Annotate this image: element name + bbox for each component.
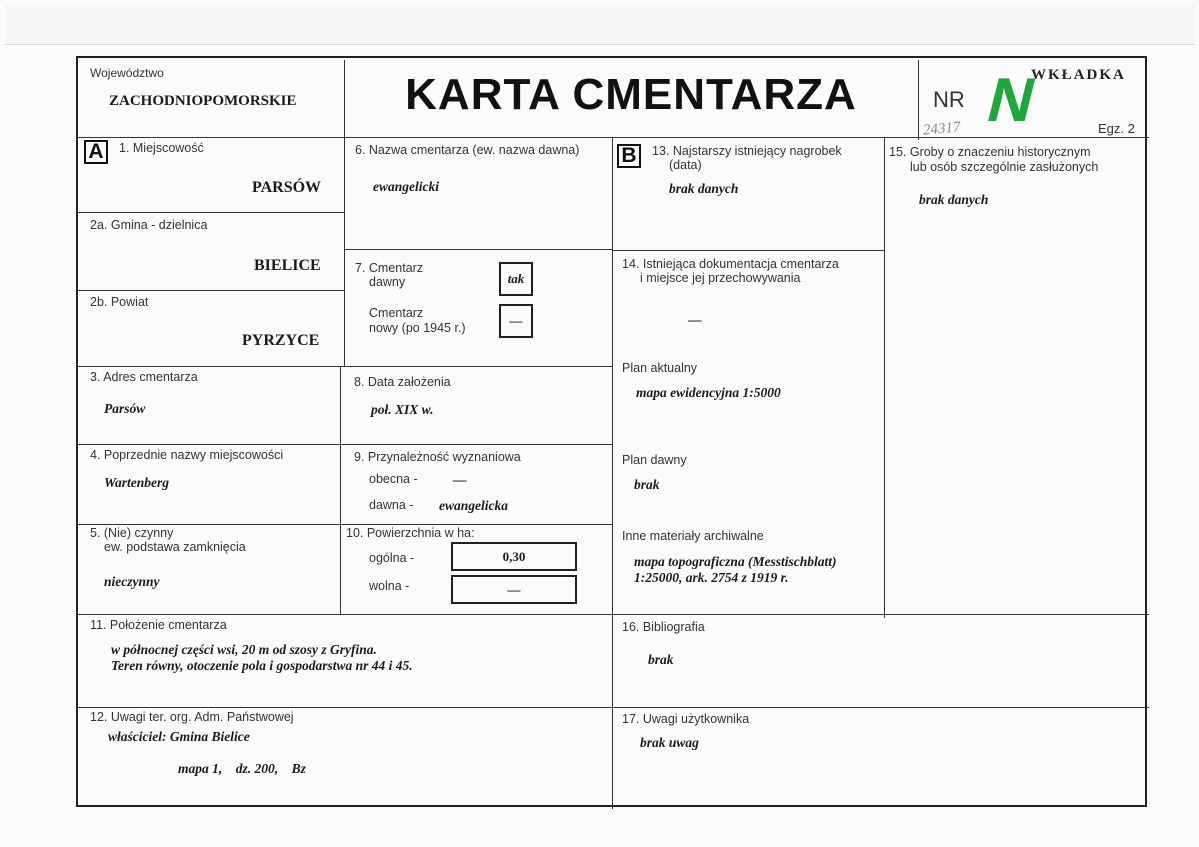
nagrobek-cell: [613, 138, 884, 250]
nr-handwritten: 24317: [922, 119, 962, 139]
groby-sublabel: lub osób szczególnie zasłużonych: [910, 160, 1099, 174]
powiat-cell: [78, 291, 344, 366]
powierzchnia-cell: [341, 525, 612, 614]
nr-marker: N: [980, 66, 1043, 135]
wojewodztwo-value: ZACHODNIOPOMORSKIE: [109, 93, 297, 109]
nowy-sublabel: nowy (po 1945 r.): [369, 321, 466, 335]
dawna-label: dawna -: [369, 498, 414, 512]
nagrobek-label: 13. Najstarszy istniejący nagrobek: [652, 144, 842, 158]
dawny-sublabel: dawny: [369, 275, 406, 289]
uwagi-ter-label: 12. Uwagi ter. org. Adm. Państwowej: [90, 710, 294, 724]
card-frame: [76, 56, 1147, 807]
przynaleznosc-label: 9. Przynależność wyznaniowa: [354, 450, 521, 464]
nowy-value: —: [509, 313, 523, 328]
title-cell: [344, 58, 918, 137]
bibliografia-label: 16. Bibliografia: [622, 620, 705, 634]
nagrobek-value: brak danych: [669, 181, 739, 196]
powierzchnia-label: 10. Powierzchnia w ha:: [346, 526, 475, 540]
miejscowosc-value: PARSÓW: [252, 179, 322, 196]
wolna-label: wolna -: [369, 579, 410, 593]
nagrobek-sublabel: (data): [669, 158, 702, 172]
nr-label: NR: [933, 87, 965, 112]
wojewodztwo-cell: [78, 58, 344, 137]
nowy-label: Cmentarz: [369, 306, 424, 320]
adres-cell: [78, 367, 340, 444]
gmina-cell: [78, 213, 344, 290]
poprzednie-nazwy-cell: [78, 445, 340, 524]
przynaleznosc-cell: [341, 445, 612, 524]
dawny-value-box: [499, 262, 533, 296]
data-zalozenia-label: 8. Data założenia: [354, 375, 451, 389]
ogolna-value-box: [451, 542, 577, 571]
nr-cell: [918, 58, 1147, 137]
nazwa-cell: [345, 138, 612, 249]
bibliografia-value: brak: [648, 652, 674, 667]
dokumentacja-cell: [613, 251, 884, 614]
plan-dawny-label: Plan dawny: [622, 453, 687, 467]
ogolna-label: ogólna -: [369, 551, 415, 565]
dawna-value: ewangelicka: [439, 498, 508, 513]
uwagi-ter-line-2: mapa 1, dz. 200, Bz: [178, 761, 306, 776]
miejscowosc-label: 1. Miejscowość: [119, 141, 204, 155]
polozenie-line-2: Teren równy, otoczenie pola i gospodarstwa nr 44 i 45.: [111, 658, 413, 673]
ogolna-value: 0,30: [502, 549, 526, 564]
wolna-value: —: [507, 582, 521, 597]
powiat-value: PYRZYCE: [242, 332, 320, 349]
copy-label: Egz. 2: [1098, 121, 1135, 136]
section-b-marker: B: [617, 144, 641, 168]
dokumentacja-sublabel: i miejsce jej przechowywania: [640, 271, 801, 285]
uwagi-ter-line-1: właściciel: Gmina Bielice: [108, 729, 250, 744]
adres-value: Parsów: [104, 401, 146, 416]
sheet-top-edge: [5, 4, 1195, 45]
nazwa-label: 6. Nazwa cmentarza (ew. nazwa dawna): [355, 143, 580, 157]
wolna-value-box: [451, 575, 577, 604]
gmina-value: BIELICE: [254, 257, 321, 274]
plan-aktualny-value: mapa ewidencyjna 1:5000: [636, 385, 781, 400]
poprzednie-nazwy-label: 4. Poprzednie nazwy miejscowości: [90, 448, 284, 462]
data-zalozenia-cell: [341, 367, 612, 444]
uwagi-ter-cell: [78, 708, 612, 807]
nowy-value-box: [499, 304, 533, 338]
uwagi-uzytkownika-label: 17. Uwagi użytkownika: [622, 712, 750, 726]
obecna-label: obecna -: [369, 472, 418, 486]
plan-dawny-value: brak: [634, 477, 660, 492]
rodzaj-cell: [345, 250, 612, 366]
inne-materialy-label: Inne materiały archiwalne: [622, 529, 764, 543]
section-a-marker: A: [84, 140, 108, 164]
polozenie-cell: [78, 615, 612, 707]
poprzednie-nazwy-value: Wartenberg: [104, 475, 170, 490]
inne-materialy-line-2: 1:25000, ark. 2754 z 1919 r.: [634, 570, 789, 585]
miejscowosc-cell: [78, 138, 344, 212]
plan-aktualny-label: Plan aktualny: [622, 361, 698, 375]
inne-materialy-line-1: mapa topograficzna (Messtischblatt): [634, 554, 837, 569]
obecna-value: —: [453, 472, 467, 487]
adres-label: 3. Adres cmentarza: [90, 370, 198, 384]
data-zalozenia-value: poł. XIX w.: [371, 402, 434, 417]
dawny-value: tak: [507, 271, 525, 286]
czynny-value: nieczynny: [104, 574, 160, 589]
powiat-label: 2b. Powiat: [90, 295, 149, 309]
gmina-label: 2a. Gmina - dzielnica: [90, 218, 208, 232]
czynny-sublabel: ew. podstawa zamknięcia: [104, 540, 246, 554]
dokumentacja-value: —: [688, 312, 702, 327]
polozenie-line-1: w północnej części wsi, 20 m od szosy z Gryfina.: [111, 642, 377, 657]
dokumentacja-label: 14. Istniejąca dokumentacja cmentarza: [622, 257, 839, 271]
groby-label: 15. Groby o znaczeniu historycznym: [889, 145, 1091, 159]
czynny-label: 5. (Nie) czynny: [90, 526, 174, 540]
groby-cell: [885, 138, 1147, 614]
dawny-label: 7. Cmentarz: [355, 261, 424, 275]
nazwa-value: ewangelicki: [373, 179, 439, 194]
groby-value: brak danych: [919, 192, 989, 207]
card-title: KARTA CMENTARZA: [405, 70, 857, 119]
bibliografia-cell: [613, 615, 1147, 707]
czynny-cell: [78, 525, 340, 614]
polozenie-label: 11. Położenie cmentarza: [90, 618, 227, 632]
wkladka-stamp: WKŁADKA: [1031, 67, 1126, 83]
wojewodztwo-label: Województwo: [90, 66, 164, 80]
uwagi-uzytkownika-value: brak uwag: [640, 735, 699, 750]
uwagi-uzytkownika-cell: [613, 708, 1147, 807]
